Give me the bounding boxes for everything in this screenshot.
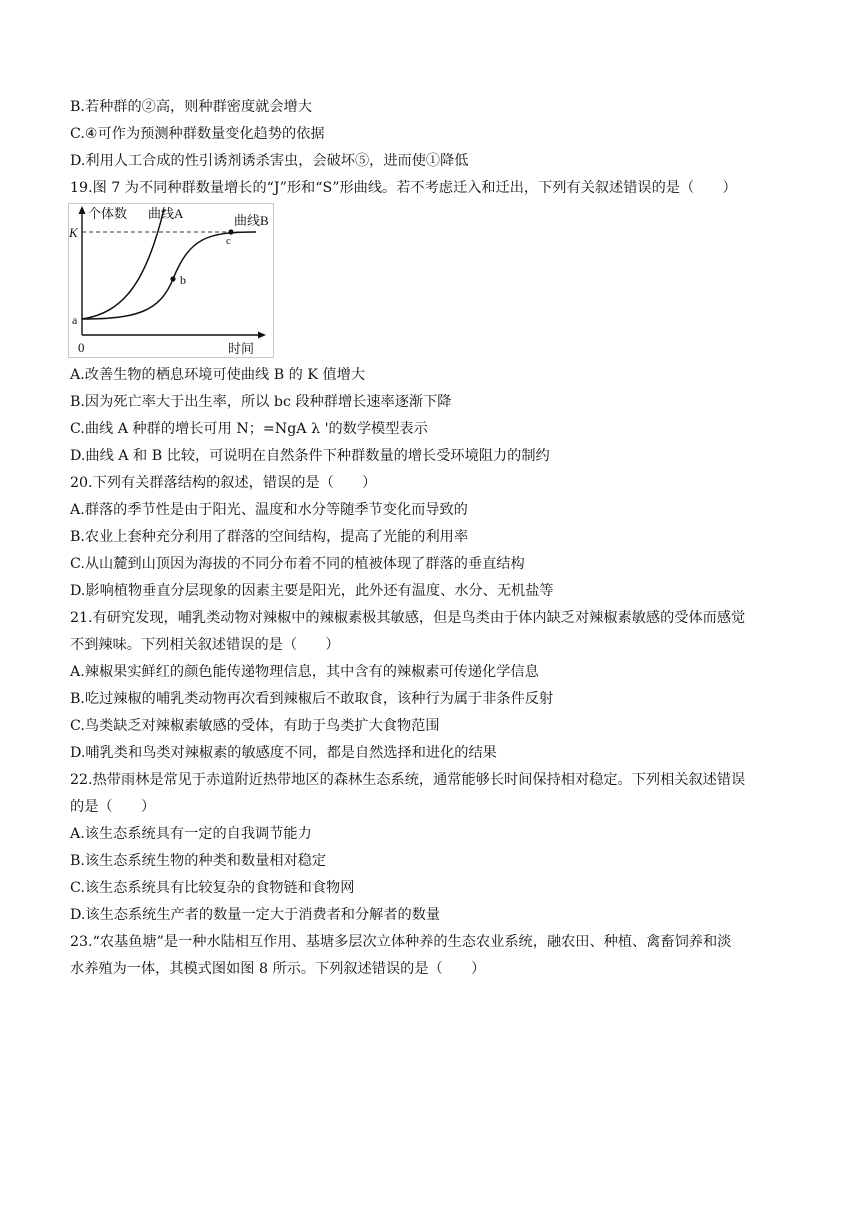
curve-a-label: 曲线A <box>148 206 184 221</box>
point-c-label: c <box>226 235 231 247</box>
origin-label: 0 <box>78 340 85 355</box>
option-line: C.鸟类缺乏对辣椒素敏感的受体，有助于鸟类扩大食物范围 <box>70 718 440 734</box>
option-line: C.从山麓到山顶因为海拔的不同分布着不同的植被体现了群落的垂直结构 <box>70 556 525 572</box>
option-line: D.曲线 A 和 B 比较，可说明在自然条件下种群数量的增长受环境阻力的制约 <box>70 448 550 464</box>
option-line: B.农业上套种充分利用了群落的空间结构，提高了光能的利用率 <box>70 529 469 545</box>
option-line: B.该生态系统生物的种类和数量相对稳定 <box>70 853 327 869</box>
option-line: B.因为死亡率大于出生率，所以 bc 段种群增长速率逐渐下降 <box>70 394 452 410</box>
x-axis-label: 时间 <box>228 341 255 356</box>
population-growth-figure <box>68 203 274 358</box>
question-21-stem: 21.有研究发现，哺乳类动物对辣椒中的辣椒素极其敏感，但是鸟类由于体内缺乏对辣椒素敏感的受体而感觉 <box>70 610 746 626</box>
text-line: B.若种群的②高，则种群密度就会增大 <box>70 99 312 115</box>
option-line: A.改善生物的栖息环境可使曲线 B 的 K 值增大 <box>70 367 366 383</box>
option-line: C.曲线 A 种群的增长可用 N；=NgA λ '的数学模型表示 <box>70 421 428 437</box>
option-line: D.影响植物垂直分层现象的因素主要是阳光，此外还有温度、水分、无机盐等 <box>70 583 554 599</box>
k-label: K <box>69 225 78 240</box>
question-20-stem: 20.下列有关群落结构的叙述，错误的是（ ） <box>70 475 377 491</box>
growth-curves-svg <box>68 203 274 358</box>
option-line: D.哺乳类和鸟类对辣椒素的敏感度不同，都是自然选择和进化的结果 <box>70 745 497 761</box>
option-line: B.吃过辣椒的哺乳类动物再次看到辣椒后不敢取食，该种行为属于非条件反射 <box>70 691 554 707</box>
option-line: A.群落的季节性是由于阳光、温度和水分等随季节变化而导致的 <box>70 502 468 518</box>
option-line: A.辣椒果实鲜红的颜色能传递物理信息，其中含有的辣椒素可传递化学信息 <box>70 664 539 680</box>
question-23-stem-cont: 水养殖为一体，其模式图如图 8 所示。下列叙述错误的是（ ） <box>70 961 486 977</box>
text-line: D.利用人工合成的性引诱剂诱杀害虫，会破坏⑤，进而使①降低 <box>70 153 469 169</box>
point-b-dot <box>170 276 175 281</box>
point-b-label: b <box>180 273 186 287</box>
question-22-stem: 22.热带雨林是常见于赤道附近热带地区的森林生态系统，通常能够长时间保持相对稳定。下列相关叙述错误 <box>70 772 746 788</box>
question-23-stem: 23.“农基鱼塘”是一种水陆相互作用、基塘多层次立体种养的生态农业系统，融农田、种植、禽畜饲养和淡 <box>70 934 732 950</box>
point-c-dot <box>228 229 233 234</box>
option-line: A.该生态系统具有一定的自我调节能力 <box>70 826 312 842</box>
y-axis-label: 个体数 <box>88 206 128 221</box>
point-a-label: a <box>72 313 78 327</box>
text-line: C.④可作为预测种群数量变化趋势的依据 <box>70 126 325 142</box>
option-line: C.该生态系统具有比较复杂的食物链和食物网 <box>70 880 355 896</box>
option-line: D.该生态系统生产者的数量一定大于消费者和分解者的数量 <box>70 907 441 923</box>
curve-b-label: 曲线B <box>234 213 269 228</box>
question-21-stem-cont: 不到辣味。下列相关叙述错误的是（ ） <box>70 637 340 653</box>
question-22-stem-cont: 的是（ ） <box>70 799 156 815</box>
question-19-stem: 19.图 7 为不同种群数量增长的“J”形和“S”形曲线。若不考虑迁入和迁出，下列有关叙述错误的是（ ） <box>70 180 737 196</box>
